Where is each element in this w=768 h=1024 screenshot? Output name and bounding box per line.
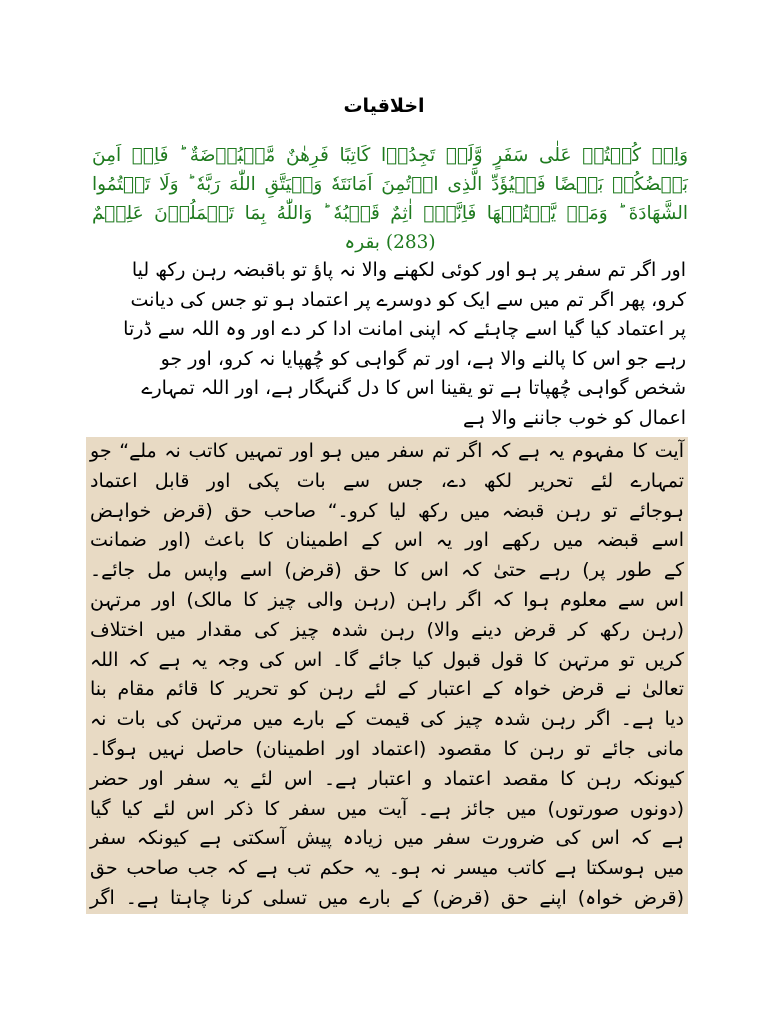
explanation-line-text: دیا ہے۔ اگر رہن شدہ چیز کی قیمت کے بارے میں مرتہن کی بات نہ (90, 706, 684, 733)
explanation-line (86, 705, 688, 735)
translation-line: اعمال کو خوب جاننے والا ہے (463, 406, 686, 429)
explanation-line (86, 646, 688, 676)
explanation-line (86, 765, 688, 795)
explanation-line-text: کے طور پر) رہے حتیٰ کہ اس کا حق (قرض) اسے واپس مل جائے۔ (90, 557, 684, 584)
explanation-line-text: تمہارے لئے تحریر لکھ دے، جس سے بات پکی اور قابل اعتماد (90, 468, 684, 495)
explanation-line (86, 675, 688, 705)
explanation-line (86, 526, 688, 556)
explanation-line-text: کریں تو مرتہن کا قول قبول کیا جائے گا۔ اس کی وجہ یہ ہے کہ اللہ (90, 647, 684, 674)
explanation-line-text: مانی جائے تو رہن کا مقصود (اعتماد اور اطمینان) حاصل نہیں ہوگا۔ (90, 736, 684, 763)
explanation-line-text: اس سے معلوم ہوا کہ اگر راہن (رہن والی چیز کا مالک) اور مرتہن (90, 587, 684, 614)
explanation-line-text: ہے کہ اس کی ضرورت سفر میں زیادہ پیش آسکتی ہے کیونکہ سفر (90, 825, 684, 852)
translation-line: پر اعتماد کیا گیا اسے چاہئے کہ اپنی امانت ادا کر دے اور وہ اللہ سے ڈرتا (123, 318, 686, 341)
explanation-line-text: آیت کا مفہوم یہ ہے کہ اگر تم سفر میں ہو اور تمہیں کاتب نہ ملے“ جو (90, 438, 684, 465)
translation-paragraph (94, 256, 686, 434)
explanation-line-text: میں ہوسکتا ہے کاتب میسر نہ ہو۔ یہ حکم تب ہے کہ جب صاحب حق (90, 855, 684, 882)
explanation-line (86, 795, 688, 825)
explanation-line (86, 735, 688, 765)
ayah-line: وَاِنۡ كُنۡتُمۡ عَلٰى سَفَرٍ وَّلَمۡ تَجِدُوۡا كَاتِبًا فَرِهٰنٌ مَّقۡبُوۡضَةٌ ؕ فَاِنۡ اَمِنَ بَعۡضُكُمۡ (92, 145, 688, 195)
explanation-line (86, 854, 688, 884)
explanation-line (86, 884, 688, 914)
translation-line: رہے جو اس کا پالنے والا ہے، اور تم گواہی کو چُھپایا نہ کرو، اور جو (160, 347, 686, 370)
explanation-line-text: ہوجائے تو رہن قبضہ میں رکھ لیا کرو۔“ صاحب حق (قرض خواہض (90, 498, 684, 525)
explanation-line-text: (قرض خواہ) اپنے حق (قرض) کے بارے میں تسلی کرنا چاہتا ہے۔ اگر (90, 885, 684, 912)
explanation-line (86, 616, 688, 646)
explanation-line (86, 437, 688, 467)
explanation-line-text: اسے قبضہ میں رکھے اور یہ اس کے اطمینان کا باعث (اور ضمانت (90, 527, 684, 554)
explanation-line (86, 586, 688, 616)
quran-ayah (92, 141, 688, 257)
explanation-line (86, 497, 688, 527)
explanation-line-text: تعالیٰ نے قرض خواہ کے اعتبار کے لئے رہن کو تحریر کا قائم مقام بنا (90, 676, 684, 703)
page-heading: اخلاقیات (343, 95, 425, 117)
explanation-line-text: کیونکہ رہن کا مقصد اعتماد و اعتبار ہے۔ اس لئے یہ سفر اور حضر (90, 766, 684, 793)
explanation-line-text: (دونوں صورتوں) میں جائز ہے۔ آیت میں سفر کا ذکر اس لئے کیا گیا (90, 796, 684, 823)
translation-line: کرو، پھر اگر تم میں سے ایک کو دوسرے پر اعتماد ہو تو جس کی دیانت (130, 288, 686, 311)
translation-line: شخص گواہی چُھپاتا ہے تو یقینا اس کا دل گنہگار ہے، اور اللہ تمہارے (141, 377, 686, 400)
explanation-line (86, 556, 688, 586)
explanation-line-text: (رہن رکھ کر قرض دینے والا) رہن شدہ چیز کی مقدار میں اختلاف (90, 617, 684, 644)
explanation-line (86, 824, 688, 854)
ayah-line: يَّكۡتُمۡهَا فَاِنَّهٗۤ اٰثِمٌ قَلۡبُهٗ ؕ وَاللّٰهُ بِمَا تَعۡمَلُوۡنَ عَلِيۡمٌ (283) بقرہ (92, 203, 557, 253)
explanation-line (86, 467, 688, 497)
explanation-paragraph (86, 437, 688, 914)
translation-line: اور اگر تم سفر پر ہو اور کوئی لکھنے والا نہ پاؤ تو باقبضہ رہن رکھ لیا (131, 259, 686, 281)
ayah-line: بَعۡضًا فَلۡيُؤَدِّ الَّذِى اؤۡتُمِنَ اَمَانَتَهٗ وَلۡيَتَّقِ اللّٰهَ رَبَّهٗ ؕ وَلَا تَكۡتُمُوا الشَّهَادَةَ ؕ وَمَنۡ (92, 174, 688, 224)
